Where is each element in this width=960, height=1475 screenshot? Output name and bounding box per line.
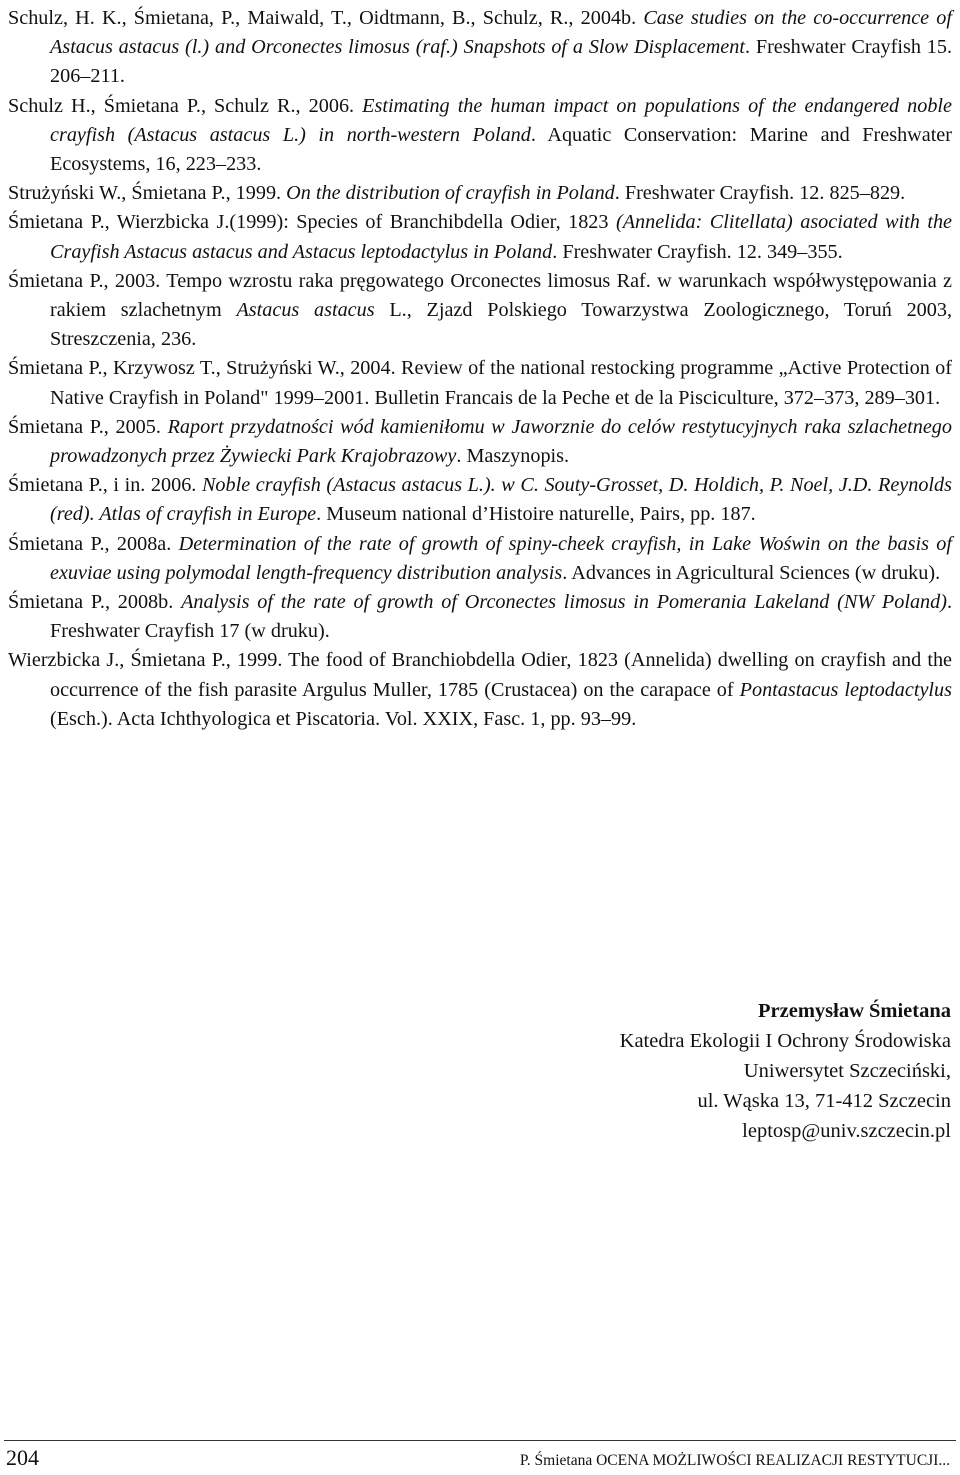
reference-text: L., Zjazd Polskiego Towarzystwa Zoologicznego, Toruń 2003, Streszczenia, 236. <box>50 299 952 351</box>
reference-title: Estimating the human impact on populations of the endangered noble crayfish (Astacus astacus L.) in north-western Poland <box>50 94 952 146</box>
author-signature <box>620 996 951 1146</box>
author-email: leptosp@univ.szczecin.pl <box>742 1120 951 1142</box>
reference-entry <box>8 413 952 471</box>
author-university: Uniwersytet Szczeciński, <box>743 1060 951 1082</box>
reference-entry <box>8 4 952 92</box>
reference-text: Śmietana P., 2008b. <box>8 591 182 614</box>
reference-title: Determination of the rate of growth of spiny-cheek crayfish, in Lake Woświn on the basis of exuviae using polymodal length-frequency distribution analysis <box>50 532 952 584</box>
reference-text: Strużyński W., Śmietana P., 1999. <box>8 182 287 205</box>
reference-text: (Esch.). Acta Ichthyologica et Piscatoria. Vol. XXIX, Fasc. 1, pp. 93–99. <box>50 707 637 730</box>
reference-text: Śmietana P., Wierzbicka J.(1999): Species of Branchibdella Odier, 1823 <box>8 211 616 234</box>
reference-entry <box>8 179 952 208</box>
reference-title: Analysis of the rate of growth of Orconectes limosus in Pomerania Lakeland (NW Poland) <box>181 591 947 614</box>
reference-text: Śmietana P., Krzywosz T., Strużyński W., 2004. Review of the national restocking programme „Active Protection of Native Crayfish in Poland" 1999–2001. Bulletin Francais de la Peche et de la Pisciculture, 372–373, 289–301. <box>8 357 952 409</box>
reference-text: Śmietana P., 2003. Tempo wzrostu raka pręgowatego Orconectes limosus Raf. w warunkach współwystępowania z rakiem szlachetnym <box>8 269 952 322</box>
reference-entry <box>8 530 952 588</box>
reference-text: . Freshwater Crayfish 15. 206–211. <box>50 36 952 88</box>
reference-entry <box>8 92 952 180</box>
author-name: Przemysław Śmietana <box>758 1000 951 1022</box>
reference-text: Wierzbicka J., Śmietana P., 1999. The food of Branchiobdella Odier, 1823 (Annelida) dwelling on crayfish and the occurrence of the fish parasite Argulus Muller, 1785 (Crustacea) on the carapace of <box>8 649 952 701</box>
reference-entry <box>8 354 952 412</box>
reference-title: Case studies on the co-occurrence of Astacus astacus (l.) and Orconectes limosus (raf.) Snapshots of a Slow Displacement <box>50 7 952 59</box>
reference-text: Schulz, H. K., Śmietana, P., Maiwald, T., Oidtmann, B., Schulz, R., 2004b. <box>8 7 644 29</box>
footer-divider <box>4 1440 956 1441</box>
reference-entry <box>8 588 952 646</box>
reference-entry <box>8 208 952 266</box>
reference-text: . Museum national d’Histoire naturelle, Pairs, pp. 187. <box>316 503 756 526</box>
reference-title: On the distribution of crayfish in Poland <box>286 182 615 205</box>
page-number: 204 <box>6 1445 39 1470</box>
reference-title: Pontastacus leptodactylus <box>739 678 952 701</box>
reference-entry <box>8 267 952 355</box>
reference-text: . Freshwater Crayfish. 12. 825–829. <box>614 182 906 205</box>
reference-list <box>8 4 952 734</box>
reference-text: Śmietana P., 2005. <box>8 415 168 438</box>
reference-text: . Freshwater Crayfish. 12. 349–355. <box>552 240 843 263</box>
reference-text: Śmietana P., i in. 2006. <box>8 474 202 497</box>
reference-text: . Freshwater Crayfish 17 (w druku). <box>50 591 952 643</box>
reference-text: . Aquatic Conservation: Marine and Freshwater Ecosystems, 16, 223–233. <box>50 123 952 176</box>
reference-title: Noble crayfish (Astacus astacus L.). w C. Souty-Grosset, D. Holdich, P. Noel, J.D. Reynolds (red). Atlas of crayfish in Europe <box>50 474 952 526</box>
reference-entry <box>8 471 952 529</box>
reference-text: Schulz H., Śmietana P., Schulz R., 2006. <box>8 94 363 117</box>
reference-title: Raport przydatności wód kamieniłomu w Jaworznie do celów restytucyjnych raka szlachetnego prowadzonych przez Żywiecki Park Krajobrazowy <box>50 415 952 468</box>
reference-title: Astacus astacus <box>236 299 375 322</box>
author-address: ul. Wąska 13, 71-412 Szczecin <box>697 1090 951 1112</box>
reference-text: . Maszynopis. <box>456 445 570 468</box>
running-head: P. Śmietana OCENA MOŻLIWOŚCI REALIZACJI RESTYTUCJI... <box>519 1452 950 1469</box>
reference-text: . Advances in Agricultural Sciences (w druku). <box>562 561 941 584</box>
reference-text: Śmietana P., 2008a. <box>8 532 179 555</box>
reference-entry <box>8 646 952 734</box>
author-department: Katedra Ekologii I Ochrony Środowiska <box>619 1030 951 1052</box>
reference-title: (Annelida: Clitellata) asociated with the Crayfish Astacus astacus and Astacus leptodactylus in Poland <box>50 211 952 263</box>
